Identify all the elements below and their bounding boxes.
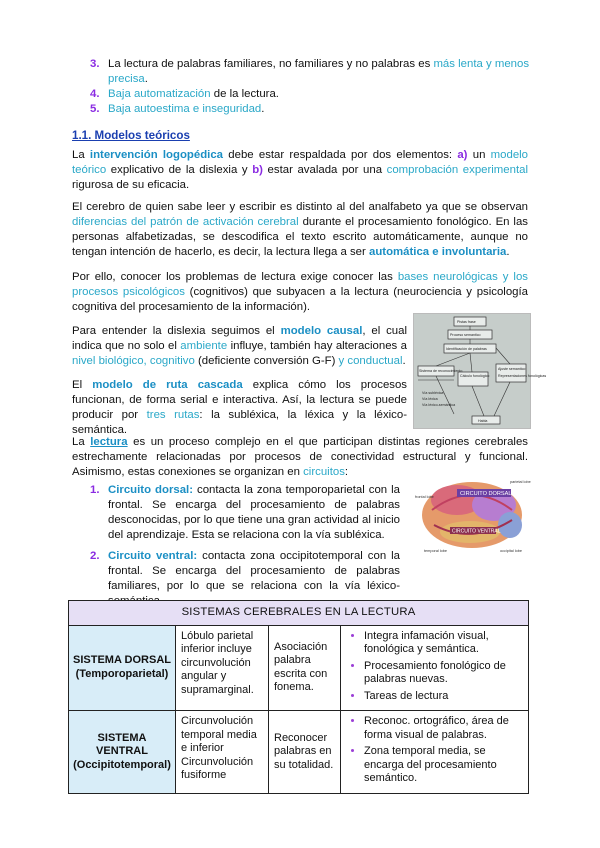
text: es un proceso complejo en el que participan distintas regiones cerebrales estrechamente relacionadas por procesos de conectividad estructural y funcional. Asimismo, estas conexiones se organizan en xyxy=(72,436,528,478)
list-number: 1. xyxy=(90,484,100,496)
text: El cerebro de quien sabe leer y escribir es distinto al del analfabeto ya que se observan xyxy=(72,201,528,213)
diagram-label: Pistas frase xyxy=(457,320,476,324)
text: Por ello, conocer los problemas de lectura exige conocer las xyxy=(72,271,398,283)
diagram-label: Cálculo fonológico xyxy=(460,374,490,378)
text: La xyxy=(72,149,90,161)
highlight: intervención logopédica xyxy=(89,149,224,161)
list-item: • Tareas de lectura xyxy=(364,690,523,704)
system-name: SISTEMA VENTRAL xyxy=(96,731,148,757)
area-cell: Circunvolución temporal media e inferior Circunvolución fusiforme xyxy=(176,711,269,794)
list-text: contacta zona occipitotemporal con la frontal. Se encarga del procesamiento de palabras familiares, por lo que se relaciona con la vía léxico- xyxy=(108,550,400,592)
marker: b) xyxy=(252,164,263,176)
text: , el cual indica que no solo el xyxy=(72,325,407,352)
diagram-label: Vía léxica xyxy=(422,397,438,401)
list-number: 4. xyxy=(90,88,100,100)
paragraph-causal-model xyxy=(72,324,407,369)
text: explica cómo los procesos funcionan, de forma serial e interactiva. Así, la lectura se puede producir por xyxy=(72,379,408,421)
highlight: nivel biológico, cognitivo xyxy=(72,355,195,367)
diagram-label: Ajuste semantico xyxy=(498,367,526,371)
paragraph-bases xyxy=(72,270,528,315)
table-row xyxy=(69,711,529,794)
text: un xyxy=(467,149,491,161)
marker: a) xyxy=(457,149,468,161)
diagram-label: Representaciones fonológicas xyxy=(498,374,547,378)
system-name-cell xyxy=(69,625,176,711)
numbered-list-symptoms xyxy=(90,57,532,117)
paragraph-brain xyxy=(72,200,528,260)
highlight: más lenta y menos precisa xyxy=(108,58,530,85)
list-text: de la lectura. xyxy=(210,88,279,100)
list-item: • Zona temporal media, se encarga del procesamiento semántico. xyxy=(364,745,523,786)
list-text: . xyxy=(261,103,265,115)
circuit-name: Circuito dorsal: xyxy=(108,484,194,496)
highlight: modelo teórico xyxy=(72,149,529,176)
brain-circuits-image xyxy=(412,470,530,562)
text: durante el procesamiento fonológico. En las personas alfabetizadas, se descodifica el texto escrito automáticamente, aunque no tengan intención de hacerlo, es decir, la lectura llega a ser xyxy=(72,216,528,258)
text: : xyxy=(344,466,349,478)
diagram-label: Vía subléxica xyxy=(422,391,444,395)
system-subname: (Occipitotemporal) xyxy=(73,758,171,771)
details-cell xyxy=(341,625,529,711)
system-name-cell xyxy=(69,711,176,794)
list-item: • Integra infamación visual, fonológica y semántica. xyxy=(364,630,523,657)
brain-drawing xyxy=(412,470,530,562)
text: explicativo de la dislexia y xyxy=(106,164,253,176)
highlight: bases neurológicas y los procesos psicológicos xyxy=(72,271,528,298)
brain-label: frontal lobe xyxy=(415,495,434,499)
list-item xyxy=(90,57,532,87)
text: El xyxy=(72,379,93,391)
system-subname: (Temporoparietal) xyxy=(75,667,169,680)
list-number: 5. xyxy=(90,103,100,115)
list-number: 2. xyxy=(90,550,100,562)
section-heading: 1.1. Modelos teóricos xyxy=(72,129,190,142)
highlight: automática e involuntaria xyxy=(368,246,507,258)
diagram-label: Proceso semantico xyxy=(450,333,481,337)
brain-label: CIRCUITO VENTRAL xyxy=(452,528,501,535)
highlight: circuitos xyxy=(303,466,345,478)
list-item xyxy=(90,483,400,543)
function-cell: Asociación palabra escrita con fonema. xyxy=(269,625,341,711)
text: (deficiente conversión G-F) xyxy=(194,355,339,367)
list-text: contacta la zona temporoparietal con la frontal. Se encarga del procesamiento de palabras desconocidas, por lo que tiene una gran actividad al inicio del aprendizaje. Esta se relaciona con la vía subléxica. xyxy=(108,484,400,541)
paragraph-intervention xyxy=(72,148,528,193)
highlight: Baja automatización xyxy=(108,88,211,100)
system-name: SISTEMA DORSAL xyxy=(73,654,171,667)
paragraph-cascade-model xyxy=(72,378,407,438)
cascade-model-diagram xyxy=(413,313,547,429)
text: : la subléxica, la léxica y la léxico-semántica. xyxy=(72,409,407,436)
highlight: ambiente xyxy=(180,340,228,352)
highlight: diferencias del patrón de activación cerebral xyxy=(72,216,299,228)
highlight: tres rutas xyxy=(146,409,200,421)
brain-label: occipital lobe xyxy=(500,549,522,553)
table-title: SISTEMAS CEREBRALES EN LA LECTURA xyxy=(69,601,529,626)
diagram-label: Habla xyxy=(478,419,488,423)
list-item: • Reconoc. ortográfico, área de forma visual de palabras. xyxy=(364,715,523,742)
text: Para entender la dislexia seguimos el xyxy=(72,325,281,337)
text: estar avalada por una xyxy=(262,164,387,176)
table-row xyxy=(69,625,529,711)
highlight: lectura xyxy=(90,436,128,448)
text: influye, también hay alteraciones a xyxy=(227,340,407,352)
diagram-drawing xyxy=(414,314,547,428)
brain-systems-table xyxy=(68,600,529,794)
list-text: La lectura de palabras familiares, no familiares y no palabras es xyxy=(108,58,434,70)
area-cell: Lóbulo parietal inferior incluye circunvolución angular y supramarginal. xyxy=(176,625,269,711)
diagram-label: Vía léxico-semántica xyxy=(422,403,456,407)
list-item: • Procesamiento fonológico de palabras nuevas. xyxy=(364,660,523,687)
text: debe estar respaldada por dos elementos: xyxy=(223,149,458,161)
diagram-label: Sistema de reconocimiento xyxy=(419,369,463,373)
circuits-list xyxy=(90,483,400,615)
circuit-name: Circuito ventral: xyxy=(108,550,198,562)
highlight: modelo de ruta cascada xyxy=(92,379,243,391)
details-cell xyxy=(341,711,529,794)
function-cell: Reconocer palabras en su totalidad. xyxy=(269,711,341,794)
highlight: Baja autoestima e inseguridad xyxy=(108,103,262,115)
highlight: y conductual xyxy=(338,355,403,367)
list-text: . xyxy=(144,73,148,85)
brain-label: CIRCUITO DORSAL xyxy=(460,491,512,497)
text: rigurosa de su eficacia. xyxy=(72,179,190,191)
text: (cognitivos) que subyacen a la lectura (neurociencia y psicología cognitiva del procesamiento de la información). xyxy=(72,286,528,313)
highlight: comprobación experimental xyxy=(386,164,528,176)
list-item xyxy=(90,102,532,117)
highlight: modelo causal xyxy=(280,325,363,337)
list-number: 3. xyxy=(90,58,100,70)
text: La xyxy=(72,436,91,448)
list-item xyxy=(90,87,532,102)
text: . xyxy=(402,355,406,367)
brain-label: parietal lobe xyxy=(510,480,531,484)
brain-label: temporal lobe xyxy=(424,549,448,553)
diagram-label: Identificación de palabras xyxy=(446,347,487,351)
text: . xyxy=(506,246,510,258)
